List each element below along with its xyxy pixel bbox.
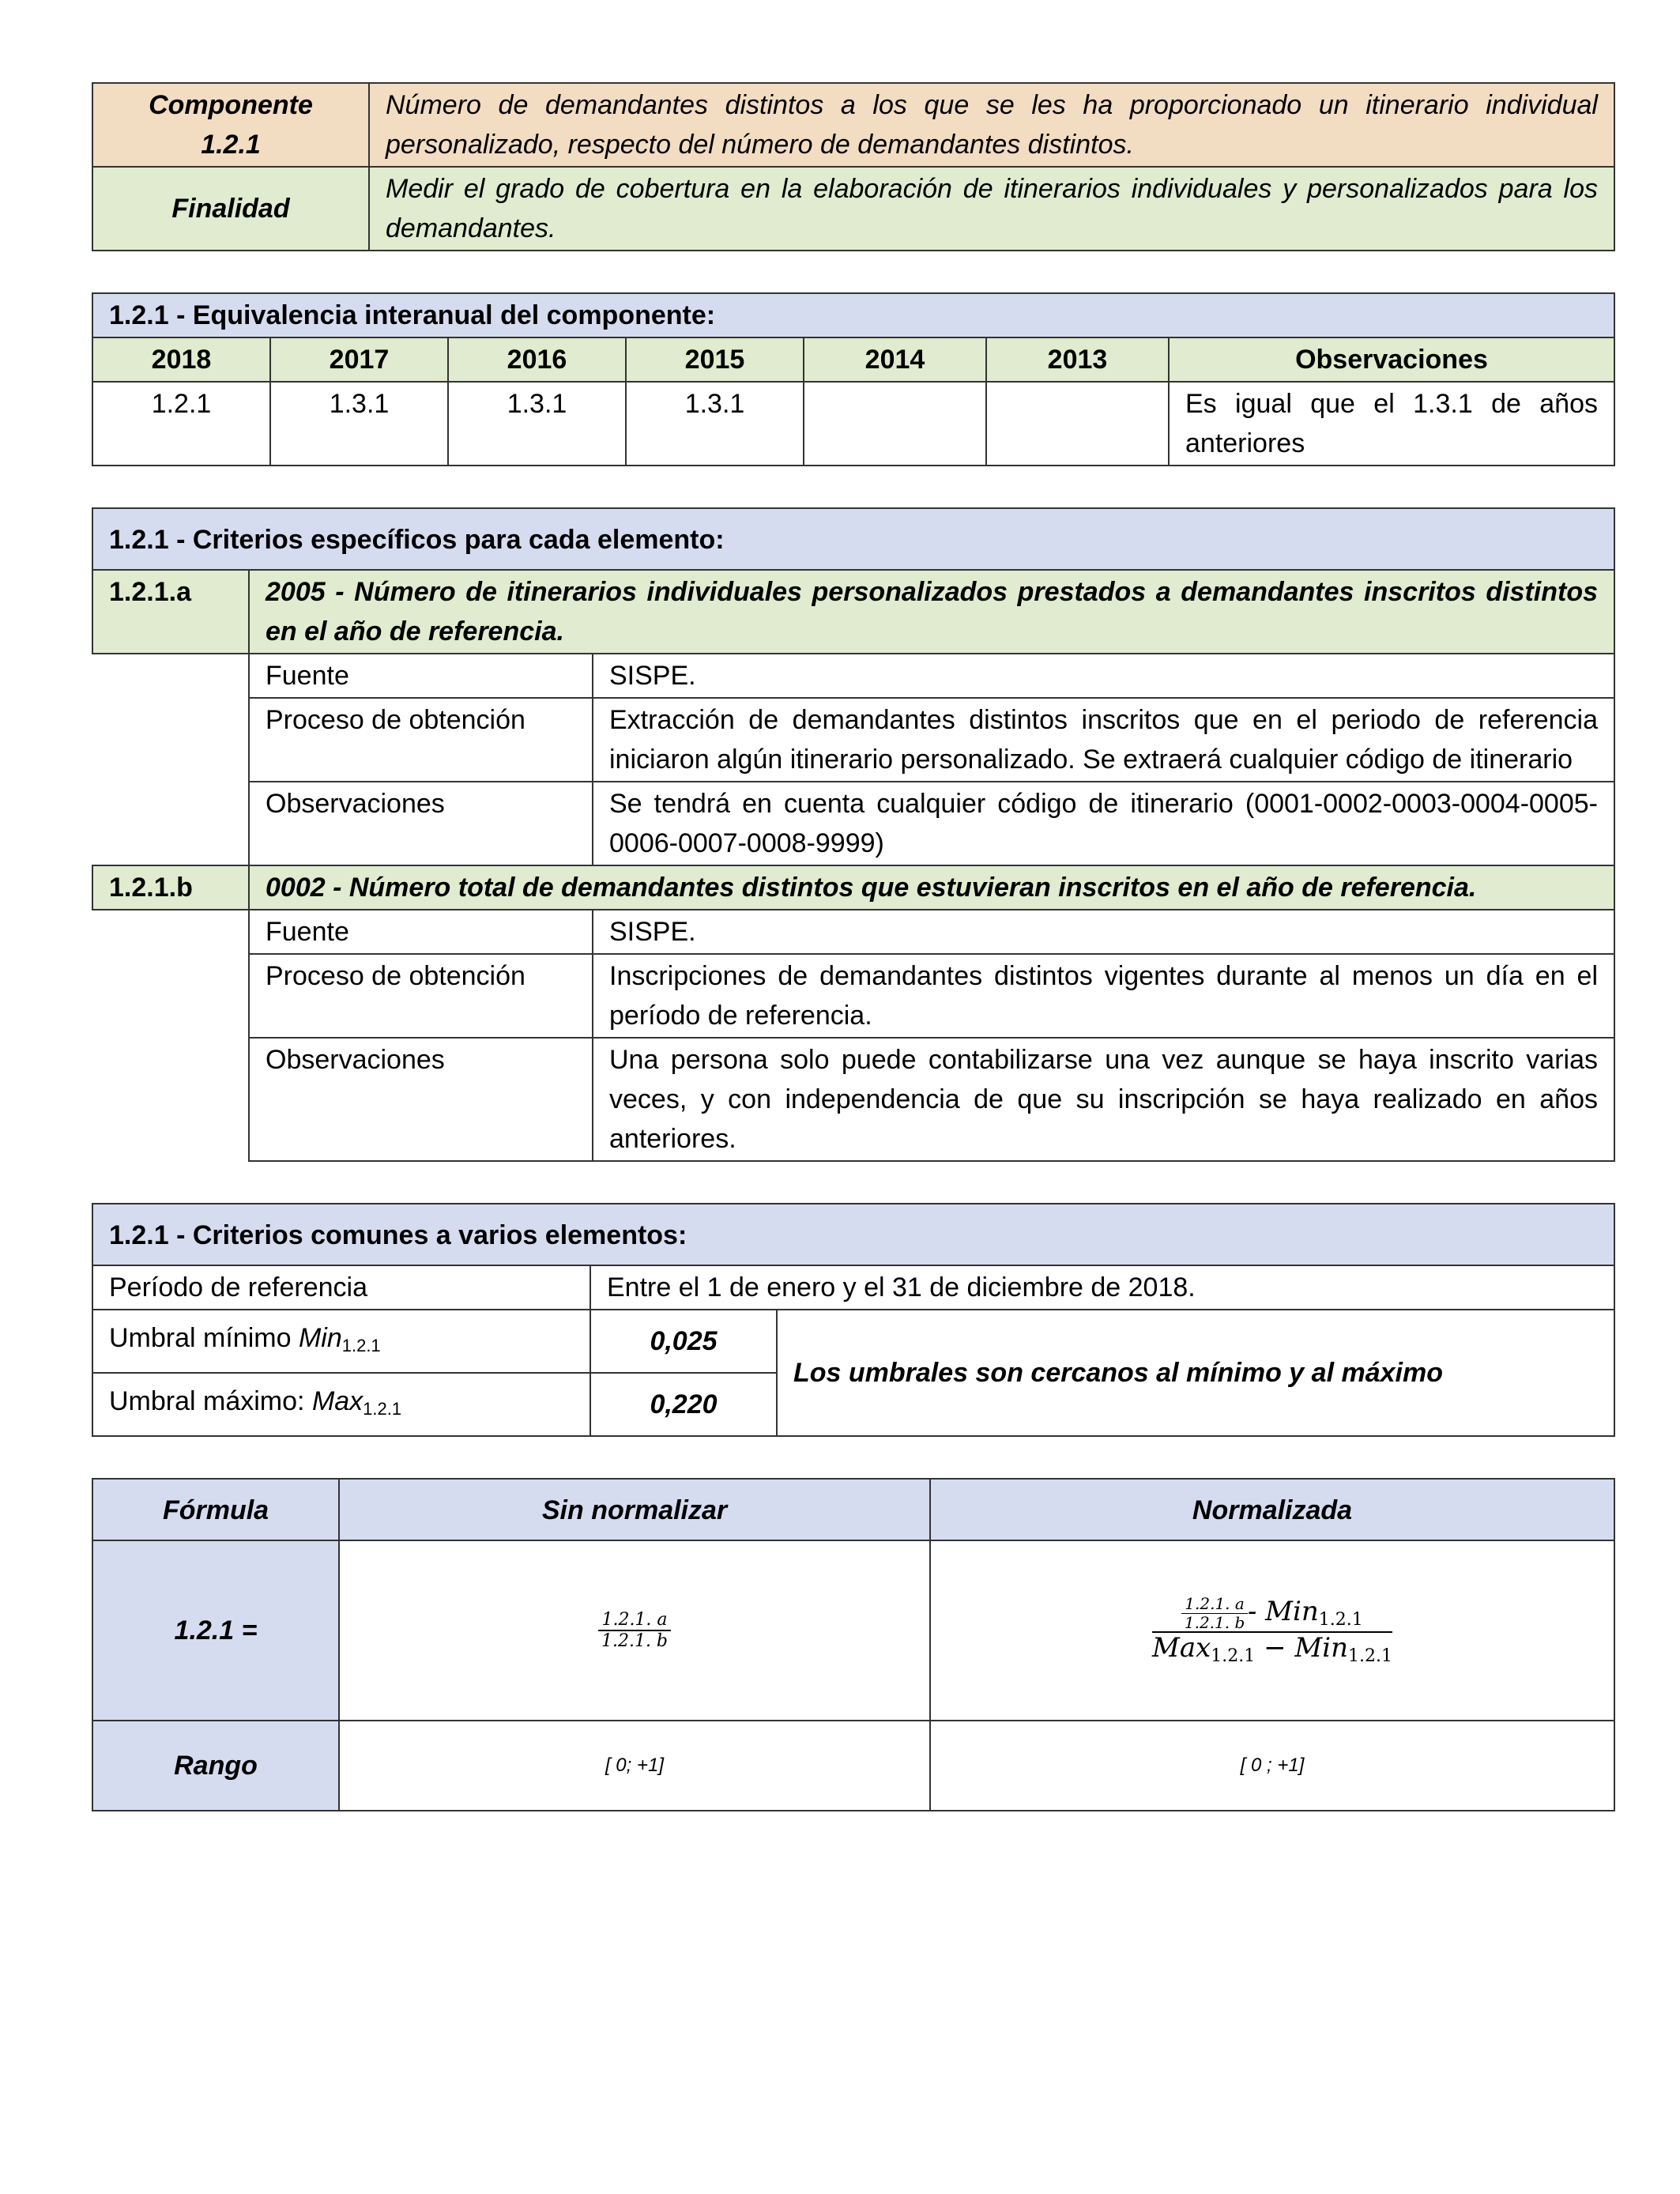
umbral-min-value: 0,025 xyxy=(590,1310,777,1373)
normalized-min-sub: 1.2.1 xyxy=(1318,1609,1363,1630)
umbral-min-var: Min xyxy=(298,1323,342,1353)
inner-numerator: 1.2.1. a xyxy=(1181,1595,1248,1614)
proceso-label: Proceso de obtención xyxy=(249,698,593,782)
formula-table xyxy=(92,1478,1615,1811)
component-label xyxy=(92,83,369,167)
fuente-value: SISPE. xyxy=(593,910,1614,954)
periodo-value: Entre el 1 de enero y el 31 de diciembre de 2018. xyxy=(590,1265,1614,1310)
document-page xyxy=(92,82,1615,1811)
element-spacer xyxy=(92,654,249,865)
rango-label: Rango xyxy=(92,1721,339,1811)
umbral-min-text: Umbral mínimo xyxy=(109,1323,299,1353)
umbral-max-text: Umbral máximo: xyxy=(109,1386,312,1416)
fuente-label: Fuente xyxy=(249,910,593,954)
especificos-table xyxy=(92,507,1615,1162)
inner-fraction xyxy=(1181,1595,1248,1631)
normalized-denominator xyxy=(1152,1633,1392,1666)
umbral-max-var: Max xyxy=(311,1386,363,1416)
obs-label: Observaciones xyxy=(249,782,593,865)
rango-raw: [ 0; +1] xyxy=(339,1721,930,1811)
den-minus: − xyxy=(1255,1631,1295,1664)
periodo-label: Período de referencia xyxy=(92,1265,590,1310)
umbral-max-value: 0,220 xyxy=(590,1373,777,1436)
formula-raw xyxy=(339,1540,930,1721)
fuente-value: SISPE. xyxy=(593,654,1614,698)
element-code: 1.2.1.a xyxy=(92,570,249,654)
raw-denominator: 1.2.1. b xyxy=(601,1631,669,1652)
component-label-line1: Componente xyxy=(149,90,313,120)
obs-label: Observaciones xyxy=(249,1038,593,1161)
raw-numerator: 1.2.1. a xyxy=(598,1610,670,1631)
den-min: Min xyxy=(1294,1631,1348,1664)
element-code: 1.2.1.b xyxy=(92,865,249,910)
year-header: 2014 xyxy=(804,337,986,382)
element-title: 2005 - Número de itinerarios individuales personalizados prestados a demandantes inscritos distintos en el año de referencia. xyxy=(249,570,1614,654)
formula-header: Fórmula xyxy=(92,1479,339,1540)
component-label-line2: 1.2.1 xyxy=(201,130,261,160)
year-header: 2013 xyxy=(986,337,1169,382)
fuente-label: Fuente xyxy=(249,654,593,698)
element-spacer xyxy=(92,910,249,1161)
proceso-value: Extracción de demandantes distintos inscritos que en el periodo de referencia iniciaron algún itinerario personalizado. Se extraerá cualquier código de itinerario xyxy=(593,698,1614,782)
proceso-value: Inscripciones de demandantes distintos vigentes durante al menos un día en el período de referencia. xyxy=(593,954,1614,1038)
observaciones-header: Observaciones xyxy=(1169,337,1614,382)
umbral-min-label xyxy=(92,1310,590,1373)
component-description: Número de demandantes distintos a los que se les ha proporcionado un itinerario individual personalizado, respecto del número de demandantes distintos. xyxy=(369,83,1614,167)
finalidad-label: Finalidad xyxy=(92,167,369,251)
obs-value: Se tendrá en cuenta cualquier código de itinerario (0001-0002-0003-0004-0005-0006-0007-0008-9999) xyxy=(593,782,1614,865)
rango-normalized: [ 0 ; +1] xyxy=(930,1721,1614,1811)
normalized-fraction xyxy=(1152,1595,1392,1666)
equivalencia-table xyxy=(92,292,1615,466)
year-header: 2018 xyxy=(92,337,270,382)
den-min-sub: 1.2.1 xyxy=(1347,1646,1392,1666)
equivalencia-title: 1.2.1 - Equivalencia interanual del componente: xyxy=(92,293,1614,337)
proceso-label: Proceso de obtención xyxy=(249,954,593,1038)
comunes-title: 1.2.1 - Criterios comunes a varios elementos: xyxy=(92,1204,1614,1265)
obs-value: Una persona solo puede contabilizarse una vez aunque se haya inscrito varias veces, y con independencia de que su inscripción se haya realizado en años anteriores. xyxy=(593,1038,1614,1161)
umbral-note: Los umbrales son cercanos al mínimo y al máximo xyxy=(777,1310,1614,1436)
raw-fraction xyxy=(598,1610,670,1652)
den-max-sub: 1.2.1 xyxy=(1211,1646,1256,1666)
normalized-numerator xyxy=(1152,1595,1392,1633)
formula-normalized xyxy=(930,1540,1614,1721)
comunes-table xyxy=(92,1203,1615,1437)
year-value: 1.3.1 xyxy=(270,382,448,466)
element-title: 0002 - Número total de demandantes distintos que estuvieran inscritos en el año de referencia. xyxy=(249,865,1614,910)
year-value xyxy=(804,382,986,466)
component-table xyxy=(92,82,1615,251)
observaciones-value: Es igual que el 1.3.1 de años anteriores xyxy=(1169,382,1614,466)
umbral-min-sub: 1.2.1 xyxy=(341,1336,381,1355)
umbral-max-sub: 1.2.1 xyxy=(363,1399,402,1419)
normalized-min: Min xyxy=(1265,1595,1319,1627)
year-value: 1.3.1 xyxy=(626,382,804,466)
especificos-title: 1.2.1 - Criterios específicos para cada elemento: xyxy=(92,508,1614,570)
year-header: 2015 xyxy=(626,337,804,382)
year-value xyxy=(986,382,1169,466)
formula-row-label: 1.2.1 = xyxy=(92,1540,339,1721)
inner-denominator: 1.2.1. b xyxy=(1184,1612,1245,1632)
formula-header: Normalizada xyxy=(930,1479,1614,1540)
formula-header: Sin normalizar xyxy=(339,1479,930,1540)
year-header: 2017 xyxy=(270,337,448,382)
normalized-minus: - xyxy=(1247,1595,1266,1627)
umbral-max-label xyxy=(92,1373,590,1436)
year-header: 2016 xyxy=(448,337,626,382)
year-value: 1.3.1 xyxy=(448,382,626,466)
finalidad-text: Medir el grado de cobertura en la elaboración de itinerarios individuales y personalizados para los demandantes. xyxy=(369,167,1614,251)
den-max: Max xyxy=(1152,1631,1211,1664)
year-value: 1.2.1 xyxy=(92,382,270,466)
